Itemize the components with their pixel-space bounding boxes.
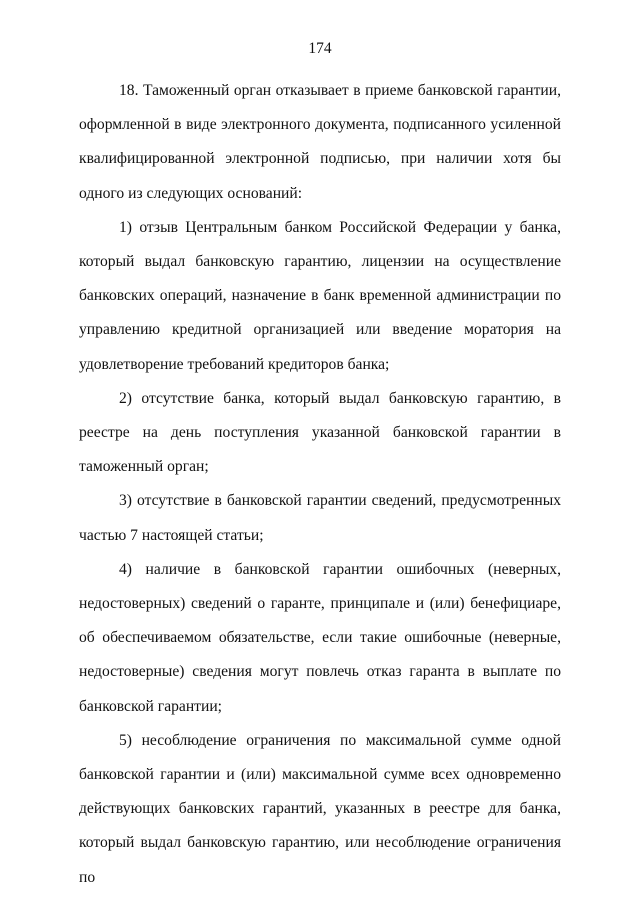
list-item-4: 4) наличие в банковской гарантии ошибочных (неверных, недостоверных) сведений о гаранте, принципале и (или) бенефициаре, об обеспечиваемом обязательстве, если такие ошибочные (неверные, недостоверные) сведения могут повлечь отказ гаранта в выплате по банковской гарантии; xyxy=(79,560,561,715)
list-item-3: 3) отсутствие в банковской гарантии сведений, предусмотренных частью 7 настоящей статьи; xyxy=(79,492,561,544)
list-item-5: 5) несоблюдение ограничения по максимальной сумме одной банковской гарантии и (или) максимальной сумме всех одновременно действующих банковских гарантий, указанных в реестре для банка, который выдал банковскую гарантию, или несоблюдение ограничения по xyxy=(79,731,561,886)
list-item-2: 2) отсутствие банка, который выдал банковскую гарантию, в реестре на день поступления указанной банковской гарантии в таможенный орган; xyxy=(79,389,561,476)
page-number: 174 xyxy=(308,40,332,57)
list-item-1: 1) отзыв Центральным банком Российской Федерации у банка, который выдал банковскую гарантию, лицензии на осуществление банковских операций, назначение в банк временной администрации по управлению кредитной организацией или введение моратория на удовлетворение требований кредиторов банка; xyxy=(79,218,561,373)
paragraph-18: 18. Таможенный орган отказывает в приеме банковской гарантии, оформленной в виде электронного документа, подписанного усиленной квалифицированной электронной подписью, при наличии хотя бы одного из следующих оснований: xyxy=(79,82,561,202)
document-body xyxy=(79,74,561,895)
